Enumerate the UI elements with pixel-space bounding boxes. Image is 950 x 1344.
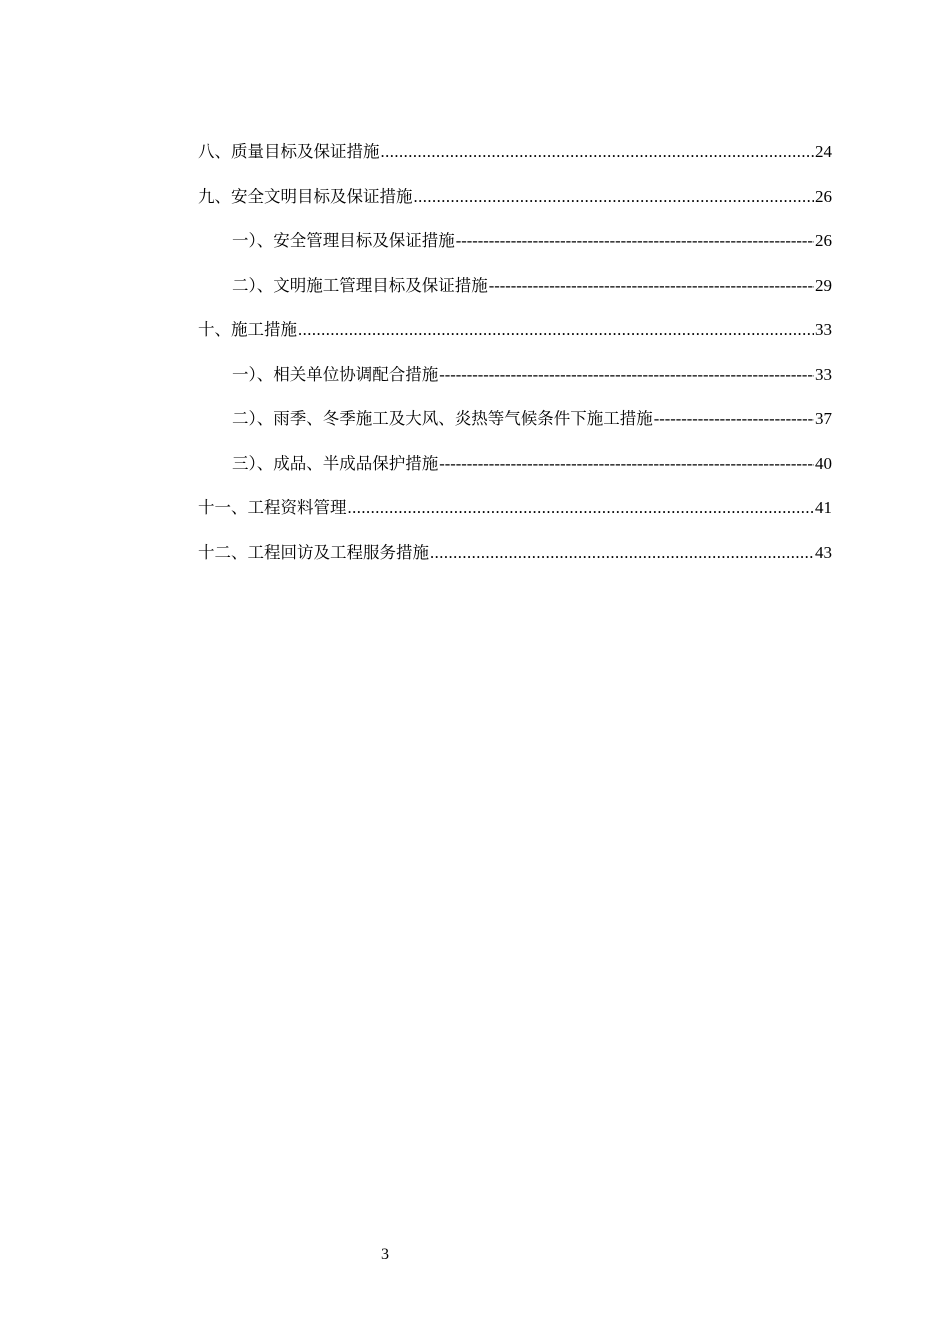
toc-entry-page: 33 (815, 320, 832, 339)
toc-entry-construction-measures[interactable] (198, 316, 832, 361)
toc-entry-page: 37 (815, 409, 832, 428)
table-of-contents (198, 138, 832, 583)
page-number: 3 (381, 1246, 389, 1263)
toc-entry-page: 40 (815, 453, 832, 473)
toc-entry-page: 43 (815, 542, 832, 562)
toc-entry-product-protection[interactable] (198, 450, 832, 495)
toc-entry-page: 24 (815, 142, 832, 161)
toc-entry-title: 八、质量目标及保证措施 (198, 142, 380, 161)
toc-entry-follow-up-service[interactable] (198, 539, 832, 584)
toc-entry-page: 26 (815, 231, 832, 250)
toc-entry-title: 十二、工程回访及工程服务措施 (198, 542, 429, 562)
toc-entry-civilized-construction[interactable] (198, 272, 832, 317)
toc-dot-leader (381, 138, 815, 166)
toc-entry-title: 九、安全文明目标及保证措施 (198, 186, 413, 206)
toc-dot-leader (430, 539, 814, 567)
toc-dot-leader (414, 183, 815, 211)
toc-entry-coordination[interactable] (198, 361, 832, 406)
toc-entry-documentation[interactable] (198, 494, 832, 539)
toc-entry-title: 一）、相关单位协调配合措施 (232, 364, 439, 384)
toc-entry-title: 二）、雨季、冬季施工及大风、炎热等气候条件下施工措施 (232, 409, 653, 428)
toc-entry-title: 一）、安全管理目标及保证措施 (232, 231, 455, 250)
toc-entry-safety-management[interactable] (198, 227, 832, 272)
toc-entry-page: 29 (815, 275, 832, 295)
toc-entry-title: 三）、成品、半成品保护措施 (232, 453, 439, 473)
toc-entry-title: 十一、工程资料管理 (198, 498, 347, 517)
toc-dash-leader (439, 361, 814, 389)
toc-dot-leader (298, 316, 814, 344)
toc-entry-safety-civilization[interactable] (198, 183, 832, 228)
toc-dot-leader (348, 494, 815, 522)
toc-dash-leader (489, 272, 814, 300)
toc-entry-quality[interactable] (198, 138, 832, 183)
toc-entry-weather-measures[interactable] (198, 405, 832, 450)
toc-entry-title: 十、施工措施 (198, 320, 297, 339)
toc-entry-title: 二）、文明施工管理目标及保证措施 (232, 275, 488, 295)
toc-entry-page: 41 (815, 498, 832, 517)
toc-entry-page: 26 (815, 186, 832, 206)
toc-entry-page: 33 (815, 364, 832, 384)
toc-dash-leader (654, 405, 814, 433)
toc-dash-leader (439, 450, 814, 478)
toc-dash-leader (456, 227, 814, 255)
